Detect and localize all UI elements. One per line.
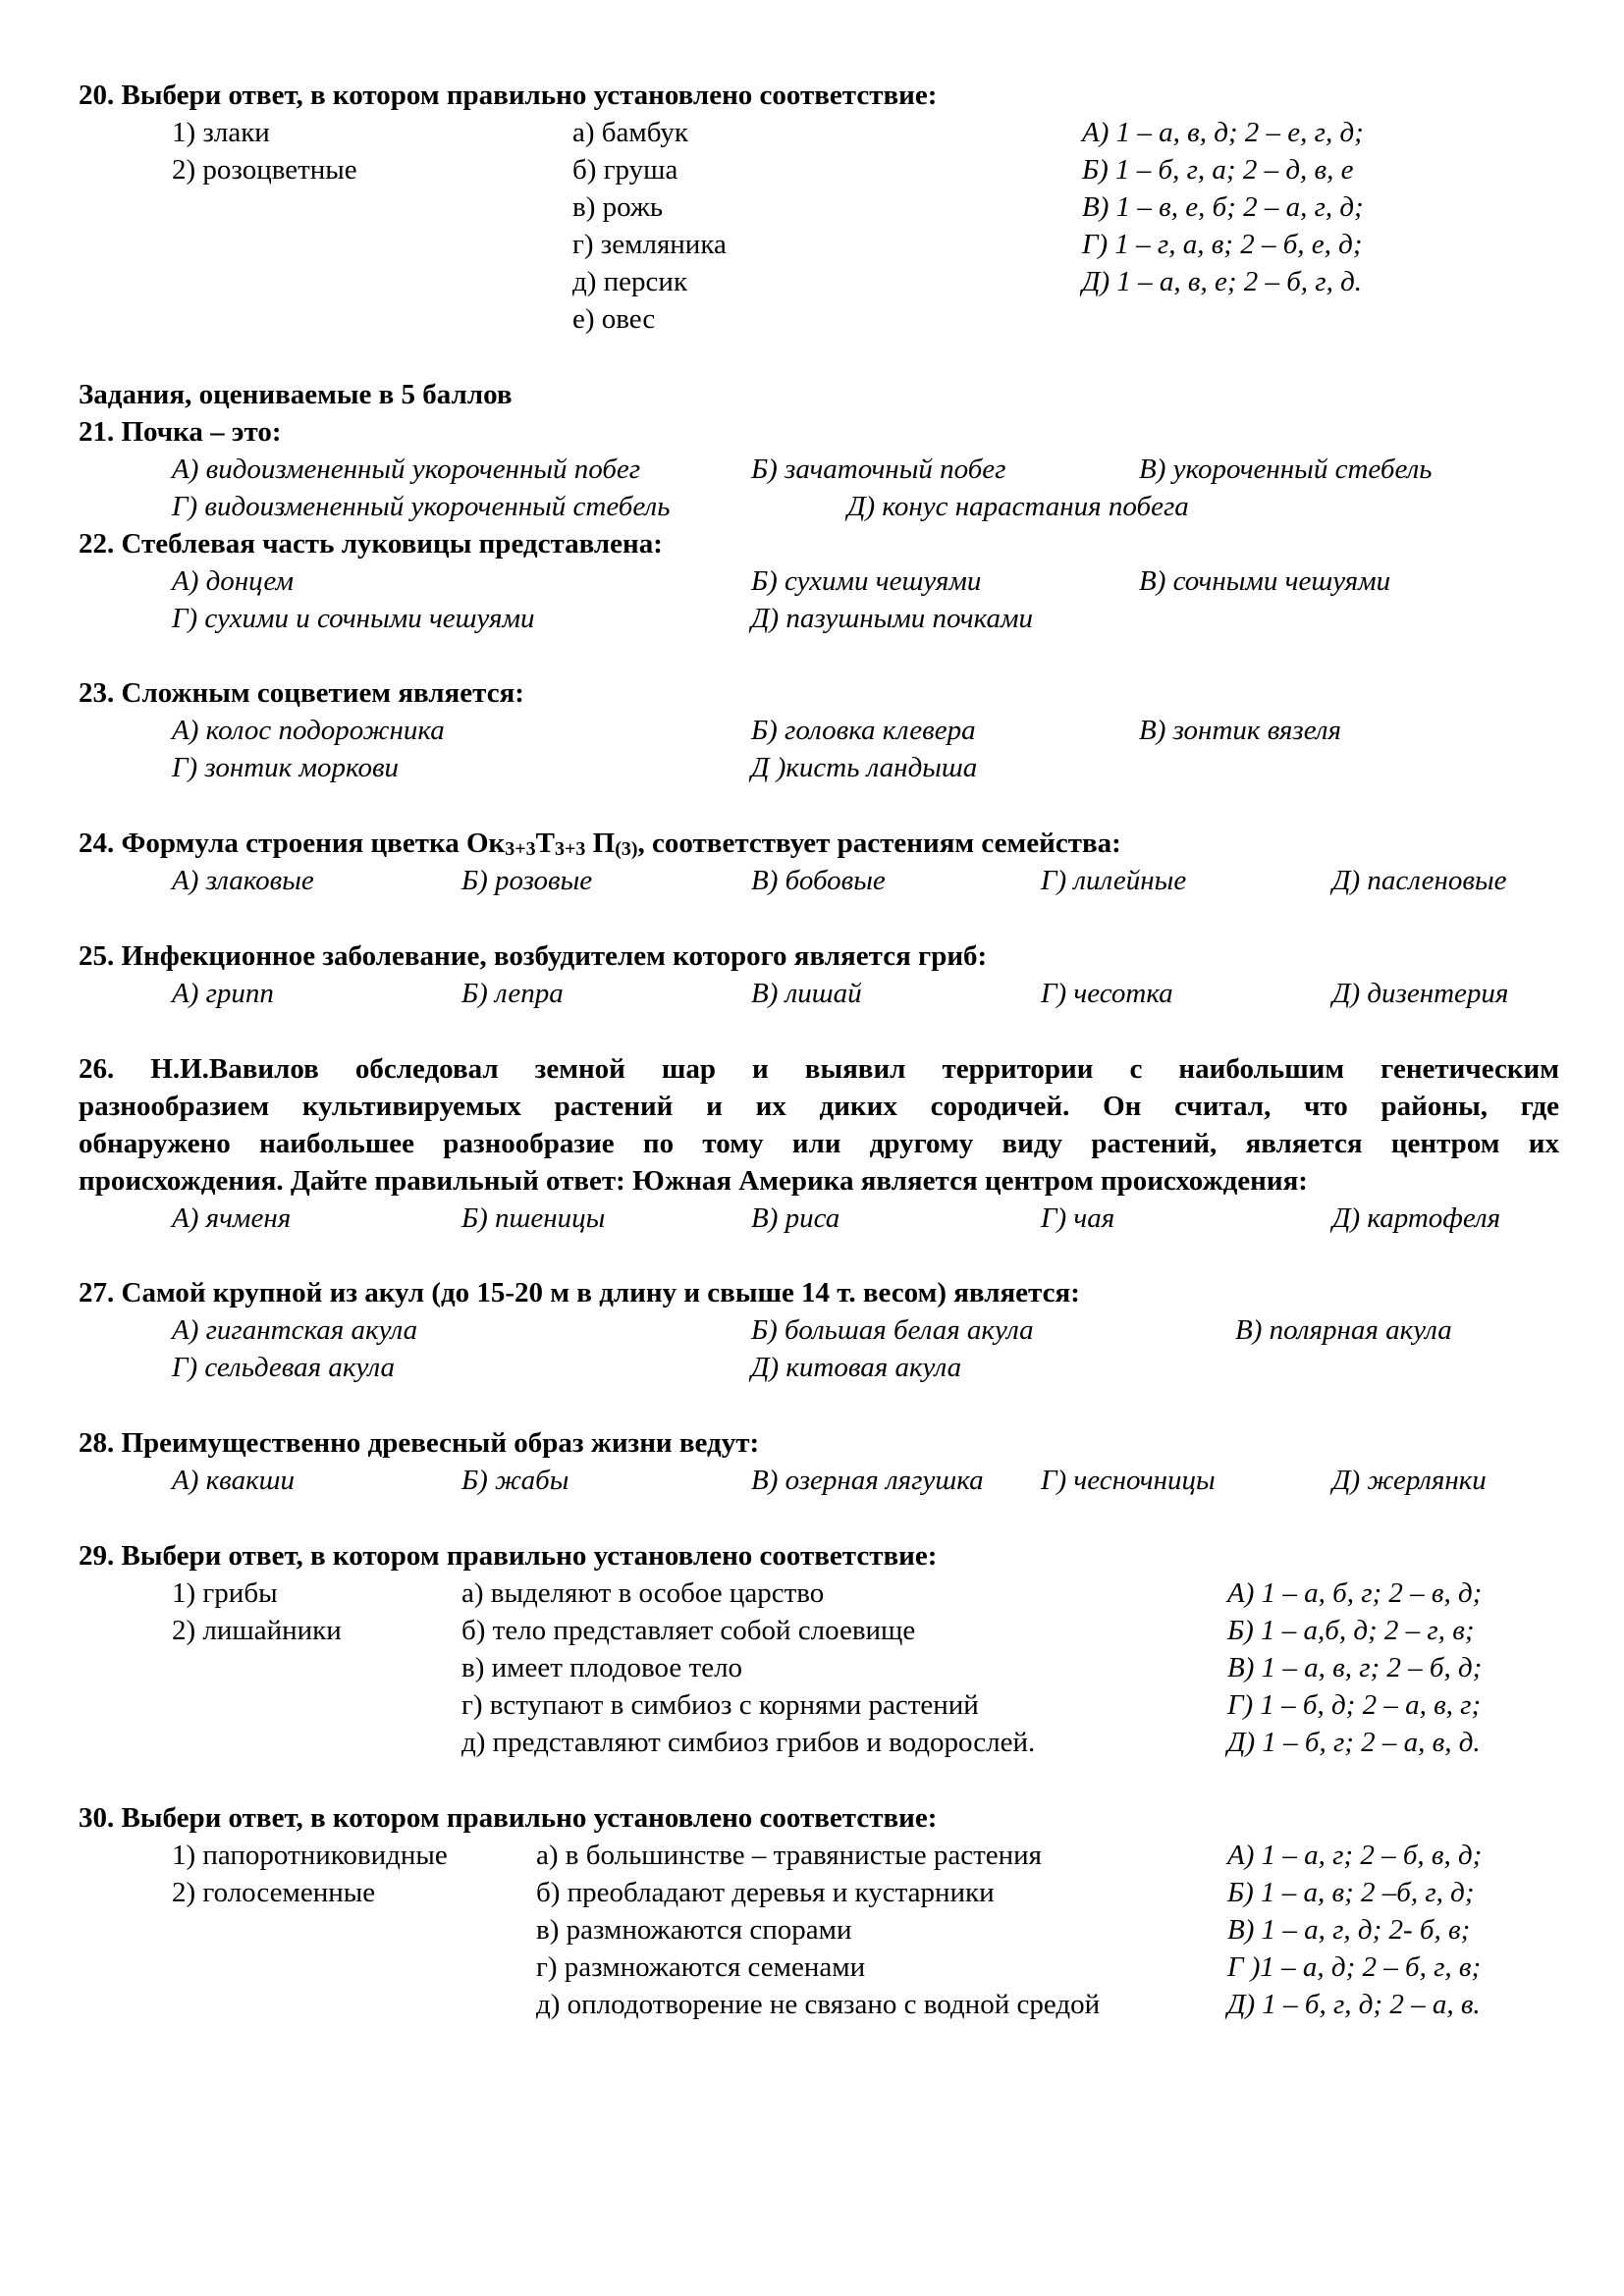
- q26-line-2: разнообразием культивируемых растений и их диких сородичей. Он считал, что районы, где: [79, 1091, 1559, 1122]
- q22-option-e: Д) пазушными почками: [751, 603, 1033, 634]
- q29-answer-c: В) 1 – а, в, г; 2 – б, д;: [1227, 1652, 1483, 1683]
- q23-option-a: А) колос подорожника: [172, 715, 445, 746]
- q20-answer-b: Б) 1 – б, г, а; 2 – д, в, е: [1082, 154, 1354, 186]
- q25-option-a: А) грипп: [172, 978, 274, 1009]
- q28-title: 28. Преимущественно древесный образ жизни ведут:: [79, 1427, 760, 1459]
- q20-left-2: 2) розоцветные: [172, 154, 357, 186]
- q27-option-e: Д) китовая акула: [751, 1352, 962, 1383]
- q27-title: 27. Самой крупной из акул (до 15-20 м в длину и свыше 14 т. весом) является:: [79, 1277, 1080, 1308]
- q23-option-d: Г) зонтик моркови: [172, 752, 400, 783]
- q29-mid-a: а) выделяют в особое царство: [461, 1577, 825, 1609]
- q20-mid-f: е) овес: [572, 303, 656, 335]
- q24-option-d: Г) лилейные: [1041, 865, 1187, 896]
- q26-option-c: В) риса: [751, 1202, 840, 1234]
- q20-mid-e: д) персик: [572, 266, 688, 297]
- q26-option-b: Б) пшеницы: [461, 1202, 606, 1234]
- q27-option-b: Б) большая белая акула: [751, 1314, 1034, 1346]
- q29-mid-c: в) имеет плодовое тело: [461, 1652, 743, 1683]
- q29-answer-a: А) 1 – а, б, г; 2 – в, д;: [1227, 1577, 1483, 1609]
- q24-option-a: А) злаковые: [172, 865, 314, 896]
- q24-option-e: Д) пасленовые: [1332, 865, 1507, 896]
- q21-option-c: В) укороченный стебель: [1139, 454, 1433, 485]
- q22-option-d: Г) сухими и сочными чешуями: [172, 603, 535, 634]
- q28-option-b: Б) жабы: [461, 1465, 569, 1496]
- q20-answer-d: Г) 1 – г, а, в; 2 – б, е, д;: [1082, 229, 1363, 260]
- q30-left-2: 2) голосеменные: [172, 1877, 376, 1908]
- q24-option-c: В) бобовые: [751, 865, 886, 896]
- q29-title: 29. Выбери ответ, в котором правильно установлено соответствие:: [79, 1540, 938, 1572]
- q30-mid-c: в) размножаются спорами: [536, 1914, 852, 1946]
- q30-answer-a: А) 1 – а, г; 2 – б, в, д;: [1227, 1840, 1483, 1871]
- q29-left-2: 2) лишайники: [172, 1615, 342, 1646]
- q20-mid-b: б) груша: [572, 154, 678, 186]
- q28-option-c: В) озерная лягушка: [751, 1465, 984, 1496]
- q29-answer-e: Д) 1 – б, г; 2 – а, в, д.: [1227, 1727, 1481, 1758]
- q24-option-b: Б) розовые: [461, 865, 593, 896]
- q20-answer-a: А) 1 – а, в, д; 2 – е, г, д;: [1082, 117, 1364, 148]
- q29-answer-d: Г) 1 – б, д; 2 – а, в, г;: [1227, 1689, 1482, 1721]
- q26-line-4: происхождения. Дайте правильный ответ: Южная Америка является центром происхождения:: [79, 1165, 1308, 1197]
- q30-answer-c: В) 1 – а, г, д; 2- б, в;: [1227, 1914, 1471, 1946]
- q26-option-d: Г) чая: [1041, 1202, 1115, 1234]
- q20-mid-c: в) рожь: [572, 191, 664, 223]
- q30-mid-a: а) в большинстве – травянистые растения: [536, 1840, 1043, 1871]
- q29-mid-e: д) представляют симбиоз грибов и водорослей.: [461, 1727, 1036, 1758]
- q30-left-1: 1) папоротниковидные: [172, 1840, 448, 1871]
- q30-answer-b: Б) 1 – а, в; 2 –б, г, д;: [1227, 1877, 1475, 1908]
- q28-option-e: Д) жерлянки: [1332, 1465, 1487, 1496]
- q26-option-e: Д) картофеля: [1332, 1202, 1501, 1234]
- q27-option-a: А) гигантская акула: [172, 1314, 418, 1346]
- q22-option-b: Б) сухими чешуями: [751, 565, 982, 597]
- q30-mid-d: г) размножаются семенами: [536, 1951, 866, 1983]
- q24-title: 24. Формула строения цветка $Ок_{3+3}Т_{3+3}$ $П_{(3)}$, соответствует растениям семейства:: [79, 828, 1121, 860]
- q29-left-1: 1) грибы: [172, 1577, 278, 1609]
- q23-option-b: Б) головка клевера: [751, 715, 976, 746]
- q20-answer-e: Д) 1 – а, в, е; 2 – б, г, д.: [1082, 266, 1363, 297]
- q27-option-c: В) полярная акула: [1235, 1314, 1452, 1346]
- q26-line-3: обнаружено наибольшее разнообразие по тому или другому виду растений, является центром их: [79, 1128, 1559, 1159]
- q30-answer-e: Д) 1 – б, г, д; 2 – а, в.: [1227, 1989, 1481, 2020]
- q20-mid-d: г) земляника: [572, 229, 727, 260]
- q26-option-a: А) ячменя: [172, 1202, 292, 1234]
- q23-option-c: В) зонтик вязеля: [1139, 715, 1341, 746]
- q22-option-c: В) сочными чешуями: [1139, 565, 1391, 597]
- q30-title: 30. Выбери ответ, в котором правильно установлено соответствие:: [79, 1802, 938, 1834]
- q27-option-d: Г) сельдевая акула: [172, 1352, 396, 1383]
- q25-option-d: Г) чесотка: [1041, 978, 1173, 1009]
- q23-option-e: Д )кисть ландыша: [751, 752, 978, 783]
- q21-option-d: Г) видоизмененный укороченный стебель: [172, 491, 671, 522]
- q25-option-c: В) лишай: [751, 978, 862, 1009]
- q26-line-1: 26. Н.И.Вавилов обследовал земной шар и выявил территории с наибольшим генетическим: [79, 1053, 1559, 1085]
- q29-mid-d: г) вступают в симбиоз с корнями растений: [461, 1689, 979, 1721]
- q25-option-e: Д) дизентерия: [1332, 978, 1509, 1009]
- q21-option-e: Д) конус нарастания побега: [847, 491, 1189, 522]
- q22-title: 22. Стеблевая часть луковицы представлена:: [79, 528, 663, 560]
- q29-mid-b: б) тело представляет собой слоевище: [461, 1615, 916, 1646]
- q29-answer-b: Б) 1 – а,б, д; 2 – г, в;: [1227, 1615, 1475, 1646]
- q25-title: 25. Инфекционное заболевание, возбудителем которого является гриб:: [79, 940, 988, 972]
- q21-option-a: А) видоизмененный укороченный побег: [172, 454, 641, 485]
- q30-answer-d: Г )1 – а, д; 2 – б, г, в;: [1227, 1951, 1482, 1983]
- q25-option-b: Б) лепра: [461, 978, 564, 1009]
- q28-option-a: А) квакши: [172, 1465, 296, 1496]
- q20-title: 20. Выбери ответ, в котором правильно установлено соответствие:: [79, 80, 938, 111]
- section-heading: Задания, оцениваемые в 5 баллов: [79, 379, 513, 410]
- q20-mid-a: а) бамбук: [572, 117, 688, 148]
- q20-answer-c: В) 1 – в, е, б; 2 – а, г, д;: [1082, 191, 1364, 223]
- q20-left-1: 1) злаки: [172, 117, 270, 148]
- q21-option-b: Б) зачаточный побег: [751, 454, 1006, 485]
- q30-mid-e: д) оплодотворение не связано с водной средой: [536, 1989, 1101, 2020]
- q28-option-d: Г) чесночницы: [1041, 1465, 1216, 1496]
- q30-mid-b: б) преобладают деревья и кустарники: [536, 1877, 995, 1908]
- q21-title: 21. Почка – это:: [79, 416, 282, 448]
- q22-option-a: А) донцем: [172, 565, 295, 597]
- q23-title: 23. Сложным соцветием является:: [79, 677, 524, 709]
